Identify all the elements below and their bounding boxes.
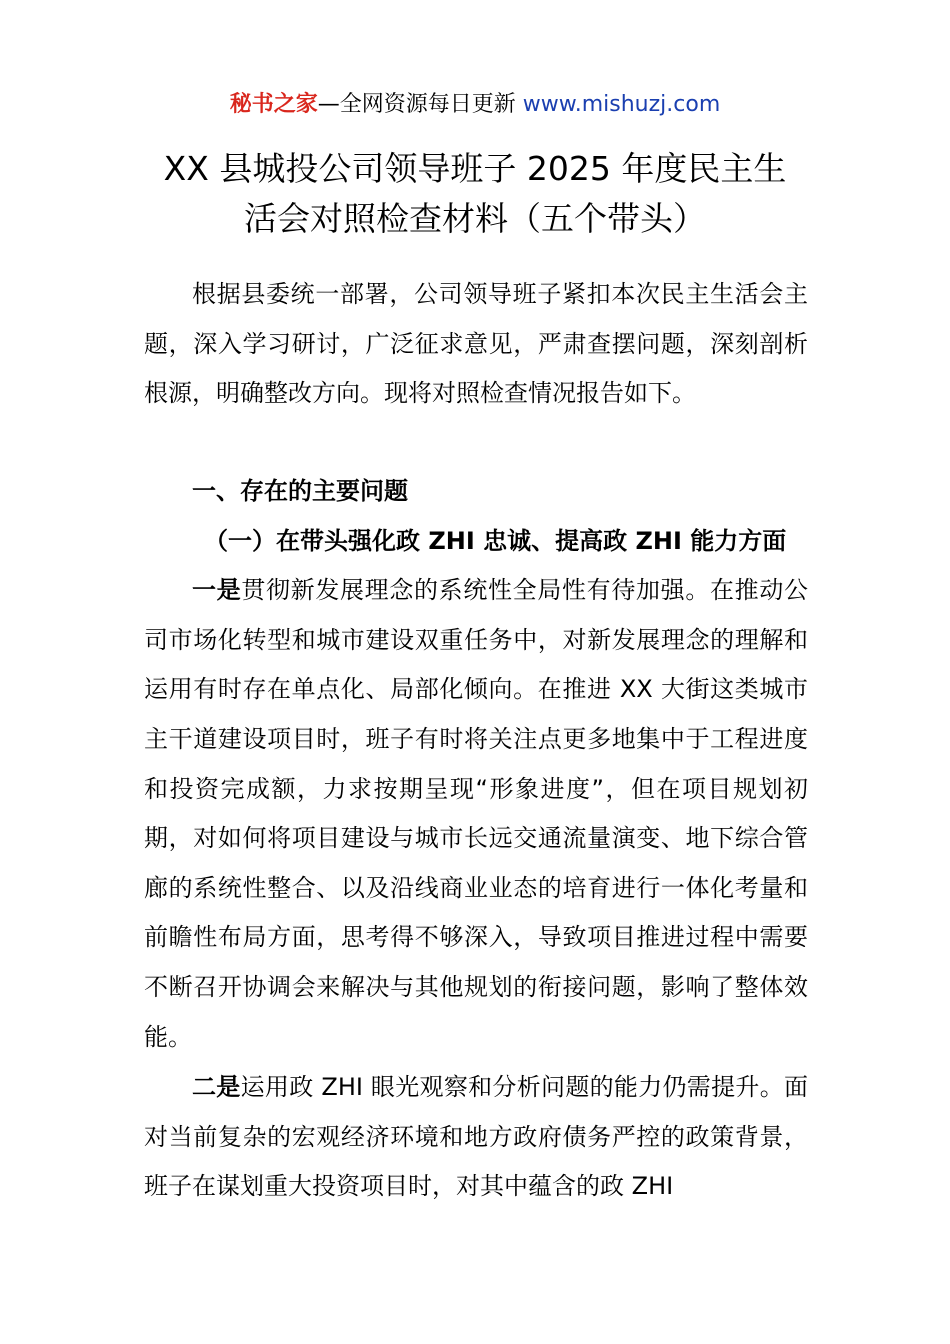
item-2-lead: 二是 [192, 1073, 241, 1101]
site-brand: 秘书之家 [229, 92, 318, 117]
item-2-paragraph [144, 1063, 808, 1212]
title-line-2: 活会对照检查材料（五个带头） [244, 199, 706, 238]
section-1-block [144, 467, 808, 1062]
title-line-1: XX 县城投公司领导班子 2025 年度民主生 [163, 149, 787, 188]
intro-paragraph: 根据县委统一部署，公司领导班子紧扣本次民主生活会主题，深入学习研讨，广泛征求意见，严肃查摆问题，深刻剖析根源，明确整改方向。现将对照检查情况报告如下。 [144, 280, 808, 408]
item-1-lead: 一是 [192, 576, 242, 605]
subsection-1-heading: （一）在带头强化政 ZHI 忠诚、提高政 ZHI 能力方面 [204, 526, 787, 555]
document-title [100, 144, 850, 244]
site-url-link[interactable]: www.mishuzj.com [522, 92, 721, 117]
item-2-block [144, 1063, 808, 1212]
section-1-heading: 一、存在的主要问题 [192, 477, 408, 505]
item-1-text: 贯彻新发展理念的系统性全局性有待加强。在推动公司市场化转型和城市建设双重任务中，对新发展理念的理解和运用有时存在单点化、局部化倾向。在推进 XX 大街这类城市主干道建设项目时，班子有时将关注点更多地集中于工程进度和投资完成额，力求按期呈现“形象进度”，但在项目规划初期，对如何将项目建设与城市长远交通流量演变、地下综合管廊的系统性整合、以及沿线商业业态的培育进行一体化考量和前瞻性布局方面，思考得不够深入，导致项目推进过程中需要不断召开协调会来解决与其他规划的衔接问题，影响了整体效能。 [144, 576, 809, 1051]
site-tagline: —全网资源每日更新 [317, 92, 523, 117]
intro-block [144, 270, 808, 419]
site-header [0, 88, 950, 122]
item-1-paragraph [144, 566, 808, 1062]
item-2-text: 运用政 ZHI 眼光观察和分析问题的能力仍需提升。面对当前复杂的宏观经济环境和地方政府债务严控的政策背景，班子在谋划重大投资项目时，对其中蕴含的政 ZHI [144, 1073, 809, 1201]
